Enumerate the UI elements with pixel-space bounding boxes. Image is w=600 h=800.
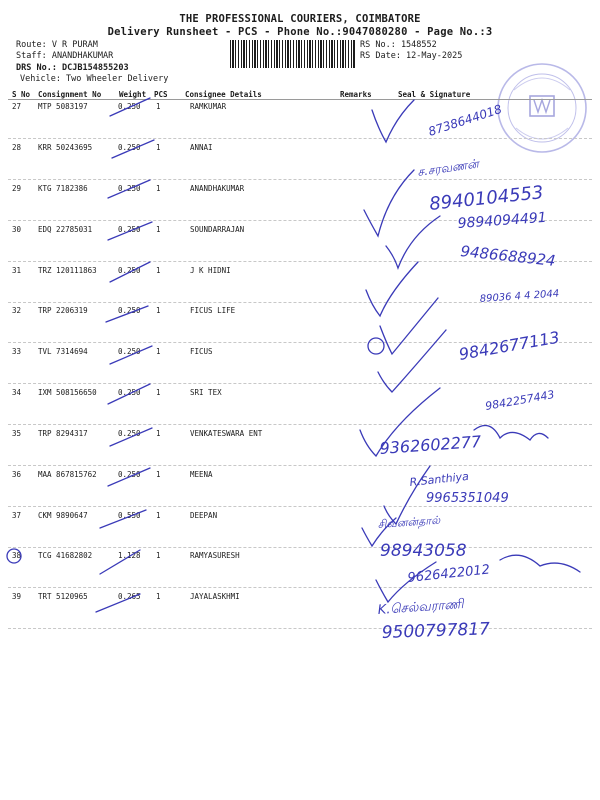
cell-weight: 0.250 bbox=[118, 470, 141, 479]
cell-sno: 38 bbox=[12, 551, 22, 560]
handwritten-name-4: K.செல்வராணி bbox=[377, 597, 465, 618]
cell-consignee: JAYALASKHMI bbox=[190, 592, 240, 601]
cell-weight: 0.250 bbox=[118, 388, 141, 397]
cell-sno: 29 bbox=[12, 184, 22, 193]
cell-consignee: J K HIDNI bbox=[190, 266, 231, 275]
rs-date: RS Date: 12-May-2025 bbox=[360, 51, 463, 61]
cell-consignment-no: TVL 7314694 bbox=[38, 347, 88, 356]
cell-consignment-no: IXM 508156650 bbox=[38, 388, 97, 397]
cell-sno: 39 bbox=[12, 592, 22, 601]
handwritten-phone-5: 89036 4 4 2044 bbox=[479, 288, 560, 305]
row-divider bbox=[8, 465, 592, 466]
handwritten-phone-6: 9842677113 bbox=[457, 327, 561, 364]
cell-weight: 0.250 bbox=[118, 266, 141, 275]
col-header-pcs: PCS bbox=[154, 90, 168, 99]
cell-weight: 1.128 bbox=[118, 551, 141, 560]
cell-consignee: FICUS LIFE bbox=[190, 306, 236, 315]
cell-pcs: 1 bbox=[156, 102, 161, 111]
cell-consignment-no: KTG 7182386 bbox=[38, 184, 88, 193]
runsheet-subtitle: Delivery Runsheet - PCS - Phone No.:9047080280 - Page No.:3 bbox=[107, 26, 493, 38]
cell-pcs: 1 bbox=[156, 306, 161, 315]
cell-consignment-no: KRR 50243695 bbox=[38, 143, 93, 152]
cell-weight: 0.265 bbox=[118, 592, 141, 601]
barcode bbox=[230, 40, 356, 68]
cell-weight: 0.250 bbox=[118, 102, 141, 111]
handwritten-phone-9: 9965351049 bbox=[426, 491, 509, 506]
row-divider bbox=[8, 261, 592, 262]
cell-pcs: 1 bbox=[156, 511, 161, 520]
drs-number: DRS No.: DCJB154855203 bbox=[16, 63, 129, 73]
cell-sno: 31 bbox=[12, 266, 22, 275]
cell-sno: 33 bbox=[12, 347, 22, 356]
row-divider bbox=[8, 587, 592, 588]
company-seal-stamp bbox=[494, 60, 590, 156]
cell-consignment-no: CKM 9890647 bbox=[38, 511, 88, 520]
cell-sno: 30 bbox=[12, 225, 22, 234]
cell-consignment-no: MAA 867815762 bbox=[38, 470, 97, 479]
row-divider bbox=[8, 424, 592, 425]
handwritten-phone-11: 9626422012 bbox=[406, 562, 491, 586]
row-divider bbox=[8, 220, 592, 221]
cell-consignee: FICUS bbox=[190, 347, 213, 356]
cell-sno: 36 bbox=[12, 470, 22, 479]
cell-consignment-no: MTP 5083197 bbox=[38, 102, 88, 111]
cell-pcs: 1 bbox=[156, 592, 161, 601]
handwritten-name-2: R.Santhiya bbox=[408, 469, 470, 489]
col-header-weight: Weight bbox=[119, 90, 147, 99]
cell-consignment-no: TRT 5120965 bbox=[38, 592, 88, 601]
cell-consignee: ANNAI bbox=[190, 143, 213, 152]
col-header-consignment: Consignment No bbox=[38, 90, 102, 99]
col-header-seal-signature: Seal & Signature bbox=[398, 90, 471, 99]
row-divider bbox=[8, 547, 592, 548]
cell-pcs: 1 bbox=[156, 429, 161, 438]
handwritten-phone-10: 98943058 bbox=[380, 541, 467, 561]
col-header-consignee: Consignee Details bbox=[185, 90, 262, 99]
cell-sno: 34 bbox=[12, 388, 22, 397]
col-header-sno: S No bbox=[12, 90, 31, 99]
cell-weight: 0.550 bbox=[118, 511, 141, 520]
handwritten-phone-7: 9842257443 bbox=[484, 387, 556, 413]
cell-sno: 37 bbox=[12, 511, 22, 520]
cell-pcs: 1 bbox=[156, 266, 161, 275]
company-title: THE PROFESSIONAL COURIERS, COIMBATORE bbox=[179, 13, 421, 25]
cell-consignee: MEENA bbox=[190, 470, 213, 479]
cell-pcs: 1 bbox=[156, 347, 161, 356]
handwritten-name-3: சிவனன்தால் bbox=[377, 513, 441, 531]
cell-weight: 0.250 bbox=[118, 143, 141, 152]
cell-pcs: 1 bbox=[156, 184, 161, 193]
row-divider bbox=[8, 506, 592, 507]
cell-weight: 0.250 bbox=[118, 347, 141, 356]
cell-consignee: SRI TEX bbox=[190, 388, 222, 397]
cell-weight: 0.250 bbox=[118, 225, 141, 234]
row-divider bbox=[8, 302, 592, 303]
handwritten-phone-12: 9500797817 bbox=[381, 619, 491, 643]
row-divider bbox=[8, 138, 592, 139]
cell-sno: 28 bbox=[12, 143, 22, 152]
cell-weight: 0.250 bbox=[118, 184, 141, 193]
row-divider bbox=[8, 383, 592, 384]
cell-pcs: 1 bbox=[156, 551, 161, 560]
cell-consignee: ANANDHAKUMAR bbox=[190, 184, 245, 193]
row-divider bbox=[8, 179, 592, 180]
cell-sno: 27 bbox=[12, 102, 22, 111]
cell-pcs: 1 bbox=[156, 225, 161, 234]
cell-consignee: RAMKUMAR bbox=[190, 102, 227, 111]
signature-strokes bbox=[96, 98, 580, 612]
cell-pcs: 1 bbox=[156, 470, 161, 479]
cell-consignee: SOUNDARRAJAN bbox=[190, 225, 245, 234]
handwritten-phone-4: 9486688924 bbox=[459, 242, 557, 270]
route-label: Route: V R PURAM bbox=[16, 40, 98, 50]
handwritten-name-1: ச.சரவணன் bbox=[416, 156, 480, 179]
cell-weight: 0.250 bbox=[118, 306, 141, 315]
col-header-remarks: Remarks bbox=[340, 90, 372, 99]
cell-consignment-no: EDQ 22785031 bbox=[38, 225, 93, 234]
cell-sno: 32 bbox=[12, 306, 22, 315]
cell-pcs: 1 bbox=[156, 388, 161, 397]
cell-weight: 0.250 bbox=[118, 429, 141, 438]
cell-consignment-no: TCG 41682802 bbox=[38, 551, 93, 560]
row-divider bbox=[8, 342, 592, 343]
rs-number: RS No.: 1548552 bbox=[360, 40, 437, 50]
row-divider bbox=[8, 628, 592, 629]
staff-label: Staff: ANANDHAKUMAR bbox=[16, 51, 114, 61]
handwritten-phone-3: 9894094491 bbox=[457, 209, 548, 232]
cell-consignment-no: TRZ 120111863 bbox=[38, 266, 97, 275]
handwritten-phone-2: 8940104553 bbox=[428, 182, 545, 215]
handwritten-phone-8: 9362602277 bbox=[378, 431, 482, 458]
cell-consignee: DEEPAN bbox=[190, 511, 218, 520]
handwritten-phone-1: 8738644018 bbox=[426, 101, 504, 139]
cell-consignment-no: TRP 8294317 bbox=[38, 429, 88, 438]
cell-sno: 35 bbox=[12, 429, 22, 438]
cell-pcs: 1 bbox=[156, 143, 161, 152]
cell-consignment-no: TRP 2206319 bbox=[38, 306, 88, 315]
cell-consignee: RAMYASURESH bbox=[190, 551, 240, 560]
cell-consignee: VENKATESWARA ENT bbox=[190, 429, 263, 438]
vehicle-label: Vehicle: Two Wheeler Delivery bbox=[20, 74, 169, 84]
header-divider bbox=[8, 99, 592, 100]
